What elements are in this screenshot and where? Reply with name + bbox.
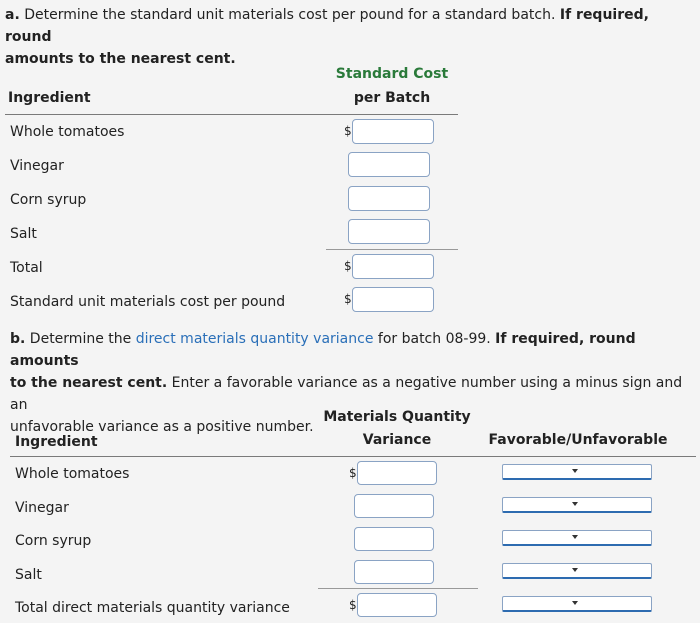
total-rule-b bbox=[318, 588, 478, 589]
row-label-a-2: Corn syrup bbox=[10, 192, 87, 208]
part-b-text-pre: Determine the bbox=[25, 331, 136, 347]
favorable-select-whole-tomatoes[interactable] bbox=[502, 464, 652, 480]
col-ingredient-a: Ingredient bbox=[8, 90, 91, 106]
row-label-b-2: Corn syrup bbox=[15, 533, 92, 549]
currency-symbol: $ bbox=[349, 598, 357, 612]
favorable-select-vinegar[interactable] bbox=[502, 497, 652, 513]
currency-symbol: $ bbox=[344, 124, 352, 138]
col-ingredient-b: Ingredient bbox=[15, 434, 98, 450]
chevron-down-icon bbox=[572, 535, 578, 539]
chevron-down-icon bbox=[572, 601, 578, 605]
row-label-a-0: Whole tomatoes bbox=[10, 124, 125, 140]
chevron-down-icon bbox=[572, 568, 578, 572]
header-divider-b bbox=[10, 456, 696, 457]
part-a-letter: a. bbox=[5, 7, 20, 23]
cost-input-unit-cost[interactable] bbox=[352, 287, 434, 312]
part-a-text: Determine the standard unit materials cost per pound for a standard batch. bbox=[19, 7, 560, 23]
favorable-select-salt[interactable] bbox=[502, 563, 652, 579]
currency-symbol: $ bbox=[344, 259, 352, 273]
col-variance-line2: Variance bbox=[362, 432, 432, 448]
row-label-a-unit-cost: Standard unit materials cost per pound bbox=[10, 294, 286, 310]
variance-input-salt[interactable] bbox=[354, 560, 434, 584]
currency-symbol: $ bbox=[344, 292, 352, 306]
row-label-a-3: Salt bbox=[10, 226, 37, 242]
row-label-b-0: Whole tomatoes bbox=[15, 466, 130, 482]
favorable-select-total[interactable] bbox=[502, 596, 652, 612]
direct-materials-quantity-variance-link[interactable]: direct materials quantity variance bbox=[135, 331, 374, 347]
currency-symbol: $ bbox=[349, 466, 357, 480]
row-label-b-1: Vinegar bbox=[15, 500, 69, 516]
part-a-bold-line2: amounts to the nearest cent. bbox=[5, 51, 236, 67]
chevron-down-icon bbox=[572, 469, 578, 473]
favorable-select-corn-syrup[interactable] bbox=[502, 530, 652, 546]
variance-input-total[interactable] bbox=[357, 593, 437, 617]
part-a-prompt bbox=[5, 4, 695, 70]
part-b-letter: b. bbox=[10, 331, 26, 347]
col-standard-cost-line2: per Batch bbox=[353, 90, 431, 106]
part-a-bold: If required, round bbox=[5, 7, 649, 45]
row-label-b-3: Salt bbox=[15, 567, 42, 583]
row-label-a-1: Vinegar bbox=[10, 158, 64, 174]
col-standard-cost-line1: Standard Cost bbox=[335, 66, 449, 82]
cost-input-corn-syrup[interactable] bbox=[348, 186, 430, 211]
row-label-a-total: Total bbox=[10, 260, 43, 276]
part-b-bold2: to the nearest cent. bbox=[10, 375, 168, 391]
variance-input-whole-tomatoes[interactable] bbox=[357, 461, 437, 485]
total-rule-a bbox=[326, 249, 458, 250]
variance-input-vinegar[interactable] bbox=[354, 494, 434, 518]
cost-input-whole-tomatoes[interactable] bbox=[352, 119, 434, 144]
header-divider-a bbox=[5, 114, 458, 115]
cost-input-vinegar[interactable] bbox=[348, 152, 430, 177]
chevron-down-icon bbox=[572, 502, 578, 506]
part-b-text-line3: unfavorable variance as a positive number. bbox=[10, 419, 314, 435]
col-favorable-unfavorable: Favorable/Unfavorable bbox=[488, 432, 668, 448]
part-b-text-rest: Enter a favorable variance as a negative number using a minus sign and an bbox=[10, 375, 683, 413]
col-variance-line1: Materials Quantity bbox=[323, 409, 471, 425]
part-b-bold1: If required, round amounts bbox=[10, 331, 636, 369]
cost-input-total[interactable] bbox=[352, 254, 434, 279]
part-b-text-mid: for batch 08-99. bbox=[373, 331, 496, 347]
row-label-b-total: Total direct materials quantity variance bbox=[15, 600, 290, 616]
cost-input-salt[interactable] bbox=[348, 219, 430, 244]
variance-input-corn-syrup[interactable] bbox=[354, 527, 434, 551]
